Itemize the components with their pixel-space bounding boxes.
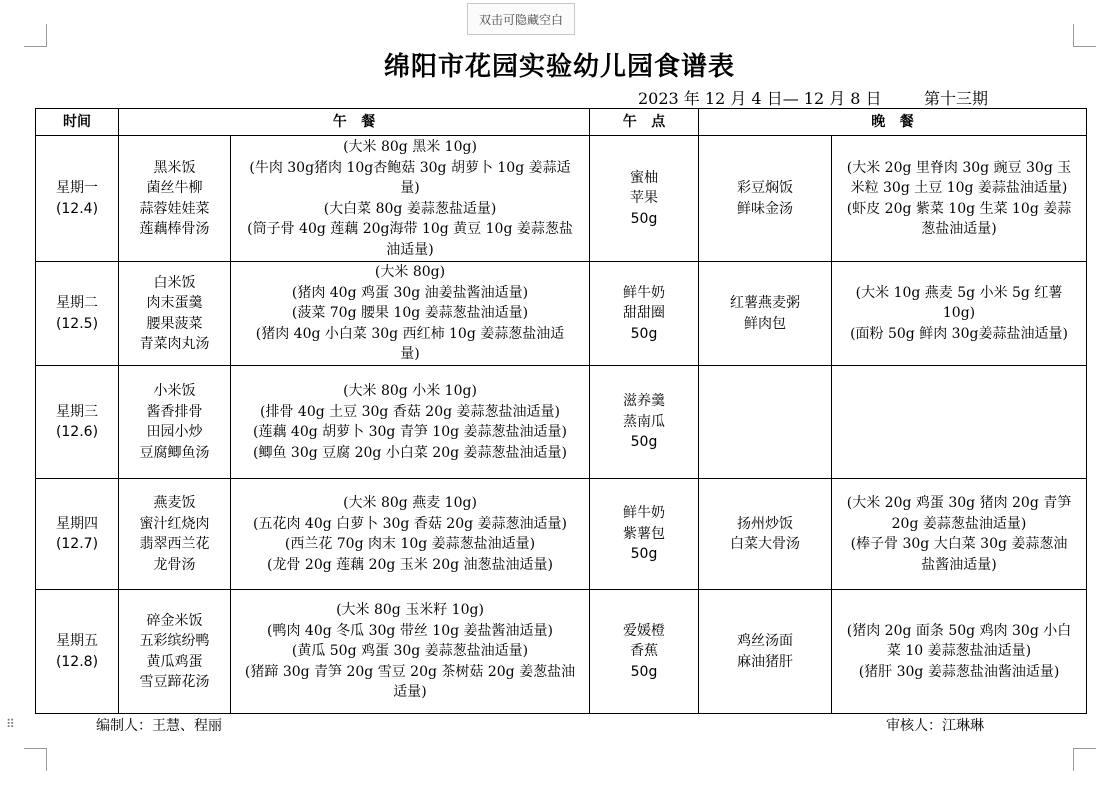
dinner-dishes-cell [699, 479, 832, 590]
line-text: (筒子骨 40g 莲藕 20g海带 10g 黄豆 10g 姜蒜葱盐 [247, 221, 573, 237]
drag-handle-icon[interactable]: ⠿ [6, 717, 15, 731]
line-text: 蜜柚 [630, 169, 658, 186]
page-corner-mark-bottom-left [24, 748, 47, 771]
table-row [36, 366, 1087, 479]
snack-cell [590, 590, 699, 714]
line-text: (大米 80g 玉米籽 10g) [336, 602, 484, 619]
line-text: 适量) [393, 684, 427, 701]
header-lunch: 午 餐 [119, 109, 590, 136]
lunch-ingredients-cell [231, 136, 590, 262]
line-text: 红薯燕麦粥 [730, 295, 800, 311]
table-row [36, 262, 1087, 366]
line-text: (猪蹄 30g 青笋 20g 雪豆 20g 茶树菇 20g 姜葱盐油 [244, 663, 576, 680]
header-snack: 午 点 [590, 109, 699, 136]
dinner-dishes-cell [699, 366, 832, 479]
line-text: 黑米饭 [153, 159, 196, 176]
line-text: 量) [400, 346, 420, 363]
lunch-dishes-cell [119, 366, 231, 479]
line-text: (牛肉 30g猪肉 10g杏鲍菇 30g 胡萝卜 10g 姜蒜适 [249, 159, 571, 176]
line-text: 腰果菠菜 [146, 315, 203, 332]
line-text: 蜜汁红烧肉 [139, 515, 210, 532]
weekday-label: 星期三 [56, 403, 98, 420]
date-label: (12.5) [55, 315, 99, 332]
line-text: (猪肉 40g 鸡蛋 30g 油姜盐酱油适量) [291, 284, 529, 301]
line-text: 五彩缤纷鸭 [139, 633, 210, 649]
line-text: 彩豆焖饭 [737, 180, 793, 196]
dinner-dishes-cell [699, 262, 832, 366]
line-text: 鲜牛奶 [623, 284, 665, 301]
line-text: 鸡丝汤面 [737, 633, 793, 649]
line-text: (大米 80g 小米 10g) [343, 383, 477, 399]
line-text: 小米饭 [153, 383, 196, 399]
line-text: 鲜肉包 [744, 315, 786, 332]
dinner-dishes-cell [699, 590, 832, 714]
lunch-dishes-cell [119, 590, 231, 714]
line-text: (排骨 40g 土豆 30g 香菇 20g 姜蒜葱盐油适量) [260, 403, 560, 420]
lunch-dishes-cell [119, 262, 231, 366]
dinner-ingredients-cell [832, 262, 1087, 366]
page-corner-mark-bottom-right [1073, 748, 1096, 771]
day-cell [36, 136, 119, 262]
line-text: 白菜大骨汤 [730, 536, 800, 552]
line-text: (大米 20g 鸡蛋 30g 猪肉 20g 青笋 [846, 495, 1072, 511]
date-label: (12.6) [55, 424, 99, 440]
line-text: (鲫鱼 30g 豆腐 20g 小白菜 20g 姜蒜葱盐油适量) [253, 444, 567, 461]
line-text: 豆腐鲫鱼汤 [139, 444, 210, 461]
line-text: (大米 10g 燕麦 5g 小米 5g 红薯 [855, 284, 1063, 301]
line-text: 米粒 30g 土豆 10g 姜蒜盐油适量) [850, 180, 1068, 196]
lunch-dishes-cell [119, 479, 231, 590]
line-text: 鲜味金汤 [737, 200, 793, 217]
line-text: (大白菜 80g 姜蒜葱盐适量) [323, 200, 497, 217]
weekday-label: 星期四 [56, 515, 98, 532]
line-text: 雪豆蹄花汤 [139, 674, 210, 690]
table-row [36, 590, 1087, 714]
page-corner-mark-top-left [24, 24, 47, 47]
line-text: 50g [630, 546, 658, 563]
day-cell [36, 366, 119, 479]
line-text: 50g [630, 663, 658, 680]
lunch-ingredients-cell [231, 366, 590, 479]
line-text: (黄瓜 50g 鸡蛋 30g 姜蒜葱盐油适量) [291, 643, 529, 660]
table-header-row [36, 109, 1087, 136]
snack-cell [590, 366, 699, 479]
line-text: 爱媛橙 [623, 622, 665, 639]
line-text: 香蕉 [630, 643, 658, 660]
line-text: (猪肝 30g 姜蒜葱盐油酱油适量) [858, 663, 1060, 680]
weekday-label: 星期二 [56, 295, 98, 311]
lunch-ingredients-cell [231, 262, 590, 366]
line-text: 燕麦饭 [153, 495, 196, 511]
line-text: 碎金米饭 [146, 612, 203, 629]
line-text: 扬州炒饭 [737, 515, 793, 532]
line-text: 滋养羹 [623, 393, 665, 410]
line-text: 龙骨汤 [153, 556, 196, 573]
line-text: 黄瓜鸡蛋 [146, 653, 203, 670]
line-text: (大米 20g 里脊肉 30g 豌豆 30g 玉 [846, 159, 1072, 176]
line-text: 葱盐油适量) [921, 221, 997, 237]
line-text: (大米 80g 黑米 10g) [343, 139, 477, 155]
line-text: (五花肉 40g 白萝卜 30g 香菇 20g 姜蒜葱油适量) [253, 515, 567, 532]
hide-whitespace-tooltip: 双击可隐藏空白 [467, 3, 575, 35]
dinner-ingredients-cell [832, 590, 1087, 714]
date-label: (12.8) [55, 653, 99, 670]
line-text: (西兰花 70g 肉末 10g 姜蒜葱盐油适量) [284, 536, 536, 552]
line-text: 50g [630, 210, 658, 227]
dinner-dishes-cell [699, 136, 832, 262]
line-text: 白米饭 [153, 274, 196, 291]
snack-cell [590, 479, 699, 590]
weekday-label: 星期一 [56, 180, 98, 196]
line-text: (大米 80g) [374, 264, 446, 281]
editor-label: 编制人：王慧、程丽 [96, 718, 222, 734]
table-row [36, 136, 1087, 262]
line-text: 50g [630, 434, 658, 451]
reviewer-label: 审核人：江琳琳 [886, 718, 984, 734]
header-dinner: 晚 餐 [699, 109, 1087, 136]
line-text: (面粉 50g 鲜肉 30g姜蒜盐油适量) [850, 325, 1068, 342]
dinner-ingredients-cell [832, 366, 1087, 479]
lunch-dishes-cell [119, 136, 231, 262]
page-title: 绵阳市花园实验幼儿园食谱表 [383, 52, 735, 82]
period-number: 第十三期 [924, 89, 989, 108]
day-cell [36, 590, 119, 714]
menu-table [35, 108, 1087, 714]
line-text: 甜甜圈 [623, 305, 665, 322]
line-text: (莲藕 40g 胡萝卜 30g 青笋 10g 姜蒜葱盐油适量) [253, 424, 567, 440]
snack-cell [590, 136, 699, 262]
line-text: 莲藕棒骨汤 [139, 221, 210, 237]
line-text: 盐酱油适量) [921, 556, 997, 573]
table-row [36, 479, 1087, 590]
date-range: 2023 年 12 月 4 日— 12 月 8 日 [638, 89, 882, 108]
lunch-ingredients-cell [231, 479, 590, 590]
line-text: 蒜蓉娃娃菜 [139, 200, 210, 217]
line-text: (鸭肉 40g 冬瓜 30g 带丝 10g 姜盐酱油适量) [267, 622, 553, 639]
line-text: 麻油猪肝 [737, 653, 793, 670]
line-text: 50g [630, 325, 658, 342]
line-text: 蒸南瓜 [623, 413, 665, 430]
line-text: 油适量) [386, 241, 434, 258]
line-text: 量) [400, 180, 420, 196]
weekday-label: 星期五 [56, 633, 98, 649]
date-label: (12.4) [55, 200, 99, 217]
day-cell [36, 262, 119, 366]
line-text: (龙骨 20g 莲藕 20g 玉米 20g 油葱盐油适量) [267, 556, 553, 573]
line-text: 酱香排骨 [146, 403, 203, 420]
date-label: (12.7) [55, 536, 99, 552]
line-text: 菜 10 姜蒜葱盐油适量) [886, 643, 1032, 660]
dinner-ingredients-cell [832, 136, 1087, 262]
line-text: (大米 80g 燕麦 10g) [343, 495, 477, 511]
line-text: 紫薯包 [623, 525, 665, 542]
line-text: (猪肉 20g 面条 50g 鸡肉 30g 小白 [846, 622, 1072, 639]
lunch-ingredients-cell [231, 590, 590, 714]
line-text: 苹果 [630, 190, 658, 207]
line-text: (菠菜 70g 腰果 10g 姜蒜葱盐油适量) [291, 305, 529, 322]
line-text: (虾皮 20g 紫菜 10g 生菜 10g 姜蒜 [846, 200, 1072, 217]
line-text: 20g 姜蒜葱盐油适量) [891, 515, 1027, 532]
dinner-ingredients-cell [832, 479, 1087, 590]
line-text: 鲜牛奶 [623, 505, 665, 522]
day-cell [36, 479, 119, 590]
line-text: 田园小炒 [146, 424, 203, 440]
line-text: 翡翠西兰花 [139, 536, 210, 552]
header-time: 时间 [36, 109, 119, 136]
line-text: 肉末蛋羹 [146, 295, 203, 311]
line-text: (棒子骨 30g 大白菜 30g 姜蒜葱油 [850, 536, 1068, 552]
line-text: (猪肉 40g 小白菜 30g 西红柿 10g 姜蒜葱盐油适 [255, 325, 565, 342]
line-text: 菌丝牛柳 [146, 180, 203, 196]
line-text: 10g) [942, 305, 976, 322]
snack-cell [590, 262, 699, 366]
line-text: 青菜肉丸汤 [139, 336, 210, 352]
page-corner-mark-top-right [1073, 24, 1096, 47]
